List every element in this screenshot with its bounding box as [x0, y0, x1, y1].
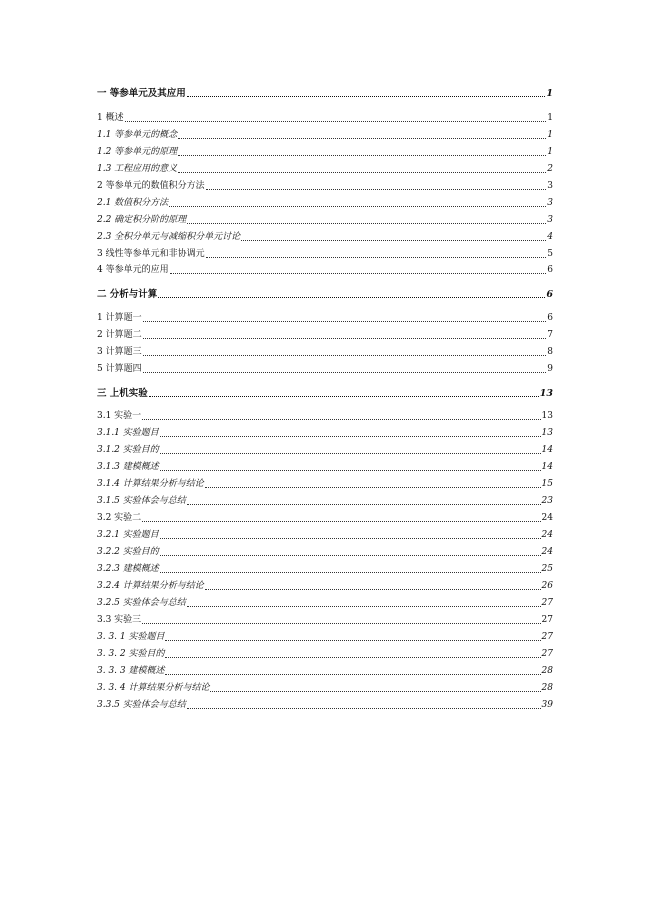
toc-entry-page: 27 [541, 615, 553, 625]
toc-entry-page: 13 [541, 411, 553, 421]
dot-leader [206, 189, 547, 190]
toc-entry-3-3-5[interactable] [97, 700, 553, 711]
toc-entry-page: 28 [541, 683, 553, 693]
toc-entry-3-3-4[interactable] [97, 683, 553, 694]
dot-leader [160, 538, 541, 539]
toc-entry-label: 3.2 实验二 [97, 513, 142, 523]
toc-entry-4[interactable] [97, 265, 553, 276]
dot-leader [158, 297, 545, 298]
toc-entry-label: 3. 3. 2 实验目的 [97, 649, 165, 659]
dot-leader [178, 138, 546, 139]
toc-entry-label: 3. 3. 3 建模概述 [97, 666, 165, 676]
dot-leader [143, 355, 547, 356]
toc-entry-3-1-3[interactable] [97, 462, 553, 473]
dot-leader [149, 396, 539, 397]
toc-entry-label: 3. 3. 4 计算结果分析与结论 [97, 683, 210, 693]
toc-entry-label: 3.1 实验一 [97, 411, 142, 421]
toc-entry-page: 14 [541, 445, 553, 455]
dot-leader [187, 223, 546, 224]
toc-entry-page: 13 [541, 428, 553, 438]
toc-entry-1-2[interactable] [97, 147, 553, 158]
toc-entry-3-1-5[interactable] [97, 496, 553, 507]
toc-entry-2-2[interactable] [97, 215, 553, 226]
toc-entry-label: 1 计算题一 [97, 313, 142, 323]
toc-entry-page: 2 [547, 164, 553, 174]
toc-entry-page: 24 [541, 513, 553, 523]
toc-entry-page: 3 [547, 215, 553, 225]
toc-entry-page: 1 [546, 88, 553, 99]
toc-entry-3-2[interactable] [97, 513, 553, 524]
toc-entry-3-2-1[interactable] [97, 530, 553, 541]
dot-leader [241, 240, 546, 241]
dot-leader [206, 257, 547, 258]
toc-entry-label: 3.1.3 建模概述 [97, 462, 159, 472]
dot-leader [187, 96, 546, 97]
toc-entry-label: 1.1 等参单元的概念 [97, 130, 178, 140]
toc-entry-1-3[interactable] [97, 164, 553, 175]
dot-leader [143, 372, 547, 373]
toc-entry-2-1[interactable] [97, 198, 553, 209]
toc-entry-label: 2.2 确定积分阶的原理 [97, 215, 187, 225]
toc-entry-label: 3.1.2 实验目的 [97, 445, 159, 455]
toc-entry-chapter-3[interactable] [97, 388, 553, 399]
toc-entry-label: 1.2 等参单元的原理 [97, 147, 178, 157]
toc-entry-1[interactable] [97, 113, 553, 124]
toc-entry-page: 27 [541, 632, 553, 642]
toc-entry-3-1-2[interactable] [97, 445, 553, 456]
toc-entry-page: 24 [541, 530, 553, 540]
toc-entry-page: 8 [547, 347, 553, 357]
toc-entry-page: 4 [547, 232, 553, 242]
toc-entry-label: 3.1.4 计算结果分析与结论 [97, 479, 204, 489]
toc-entry-page: 6 [547, 313, 553, 323]
toc-entry-3-1-1[interactable] [97, 428, 553, 439]
toc-entry-2[interactable] [97, 181, 553, 192]
toc-entry-chapter-2[interactable] [97, 289, 553, 300]
toc-entry-page: 6 [546, 289, 553, 300]
toc-entry-page: 1 [547, 113, 553, 123]
toc-entry-3-2-5[interactable] [97, 598, 553, 609]
toc-entry-label: 3 计算题三 [97, 347, 142, 357]
toc-entry-label: 3.2.4 计算结果分析与结论 [97, 581, 204, 591]
toc-entry-label: 3.2.5 实验体会与总结 [97, 598, 186, 608]
toc-entry-page: 26 [541, 581, 553, 591]
dot-leader [187, 708, 541, 709]
toc-entry-chapter-1[interactable] [97, 88, 553, 99]
toc-entry-3-3[interactable] [97, 615, 553, 626]
toc-entry-problem-3[interactable] [97, 347, 553, 358]
toc-entry-3-1[interactable] [97, 411, 553, 422]
toc-entry-page: 39 [541, 700, 553, 710]
toc-entry-label: 二 分析与计算 [97, 289, 158, 300]
toc-entry-problem-4[interactable] [97, 364, 553, 375]
toc-entry-2-3[interactable] [97, 232, 553, 243]
dot-leader [165, 640, 540, 641]
toc-entry-3-3-3[interactable] [97, 666, 553, 677]
toc-entry-label: 三 上机实验 [97, 388, 148, 399]
dot-leader [160, 470, 541, 471]
dot-leader [142, 419, 540, 420]
dot-leader [143, 321, 547, 322]
toc-entry-3-2-2[interactable] [97, 547, 553, 558]
dot-leader [160, 555, 541, 556]
toc-entry-label: 1 概述 [97, 113, 124, 123]
toc-entry-page: 5 [547, 249, 553, 259]
toc-entry-label: 3.3.5 实验体会与总结 [97, 700, 186, 710]
toc-entry-page: 28 [541, 666, 553, 676]
toc-entry-label: 3.2.1 实验题目 [97, 530, 159, 540]
toc-entry-page: 27 [541, 649, 553, 659]
toc-entry-page: 1 [547, 130, 553, 140]
dot-leader [160, 436, 541, 437]
toc-entry-label: 4 等参单元的应用 [97, 265, 169, 275]
toc-entry-label: 5 计算题四 [97, 364, 142, 374]
toc-entry-page: 6 [547, 265, 553, 275]
toc-entry-label: 2 等参单元的数值积分方法 [97, 181, 205, 191]
dot-leader [178, 155, 546, 156]
toc-entry-3-3-2[interactable] [97, 649, 553, 660]
toc-entry-label: 3.2.2 实验目的 [97, 547, 159, 557]
dot-leader [142, 623, 540, 624]
toc-entry-label: 3.3 实验三 [97, 615, 142, 625]
toc-entry-label: 1.3 工程应用的意义 [97, 164, 178, 174]
toc-entry-page: 13 [539, 388, 553, 399]
toc-entry-page: 24 [541, 547, 553, 557]
toc-entry-3-2-4[interactable] [97, 581, 553, 592]
toc-entry-label: 3 线性等参单元和非协调元 [97, 249, 205, 259]
toc-entry-label: 2.1 数值积分方法 [97, 198, 169, 208]
toc-entry-page: 9 [547, 364, 553, 374]
toc-entry-label: 3.2.3 建模概述 [97, 564, 159, 574]
dot-leader [142, 521, 540, 522]
dot-leader [205, 487, 541, 488]
toc-entry-page: 23 [541, 496, 553, 506]
dot-leader [165, 657, 540, 658]
dot-leader [160, 572, 541, 573]
toc-entry-3-2-3[interactable] [97, 564, 553, 575]
toc-entry-page: 3 [547, 198, 553, 208]
toc-entry-label: 3. 3. 1 实验题目 [97, 632, 165, 642]
toc-entry-page: 7 [547, 330, 553, 340]
toc-entry-1-1[interactable] [97, 130, 553, 141]
toc-entry-page: 27 [541, 598, 553, 608]
toc-entry-page: 1 [547, 147, 553, 157]
toc-entry-label: 一 等参单元及其应用 [97, 88, 186, 99]
toc-entry-3-3-1[interactable] [97, 632, 553, 643]
dot-leader [143, 338, 547, 339]
dot-leader [125, 121, 547, 122]
dot-leader [160, 453, 541, 454]
dot-leader [165, 674, 540, 675]
toc-entry-problem-1[interactable] [97, 313, 553, 324]
dot-leader [205, 589, 541, 590]
toc-entry-problem-2[interactable] [97, 330, 553, 341]
dot-leader [169, 206, 546, 207]
dot-leader [187, 606, 541, 607]
toc-entry-page: 15 [541, 479, 553, 489]
dot-leader [170, 273, 547, 274]
dot-leader [178, 172, 546, 173]
dot-leader [187, 504, 541, 505]
toc-entry-label: 3.1.5 实验体会与总结 [97, 496, 186, 506]
dot-leader [210, 691, 540, 692]
toc-entry-page: 25 [541, 564, 553, 574]
toc-entry-label: 3.1.1 实验题目 [97, 428, 159, 438]
toc-entry-label: 2.3 全积分单元与减缩积分单元讨论 [97, 232, 241, 242]
toc-entry-page: 14 [541, 462, 553, 472]
toc-entry-page: 3 [547, 181, 553, 191]
toc-entry-3[interactable] [97, 249, 553, 260]
toc-entry-3-1-4[interactable] [97, 479, 553, 490]
toc-entry-label: 2 计算题二 [97, 330, 142, 340]
